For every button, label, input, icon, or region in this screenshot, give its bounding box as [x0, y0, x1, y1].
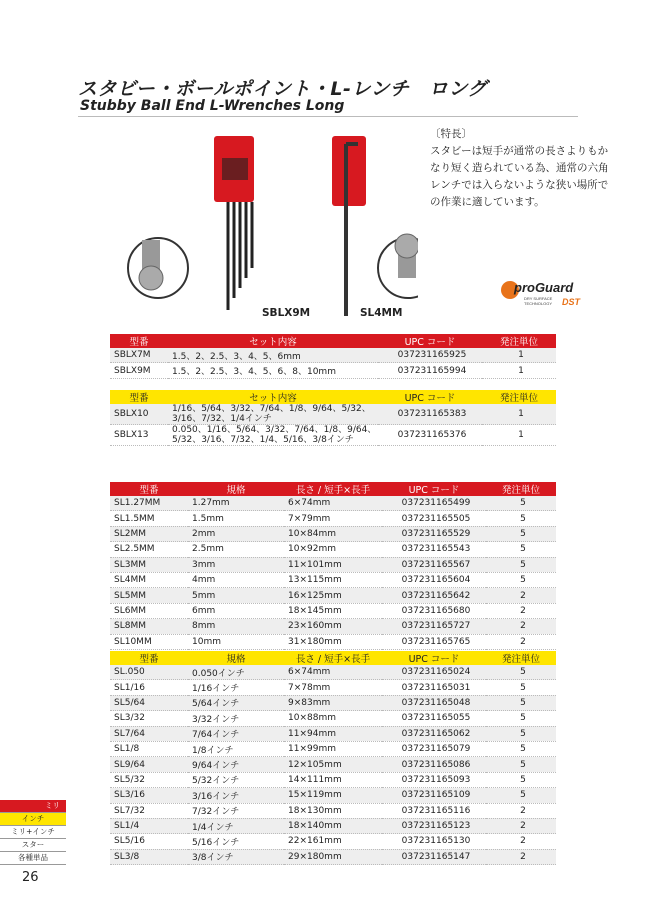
cell-model: SL1.5MM [110, 511, 188, 526]
table-row [110, 711, 556, 726]
cell-size: 1.5mm [188, 511, 284, 526]
cell-upc: 037231165079 [382, 741, 486, 756]
col-header-model: 型番 [110, 482, 188, 496]
col-header-size: 規格 [188, 651, 284, 665]
page-subtitle: Stubby Ball End L-Wrenches Long [80, 98, 345, 114]
cell-model: SL10MM [110, 634, 188, 649]
table-row [110, 542, 556, 557]
table-row [110, 603, 556, 618]
cell-unit: 5 [486, 557, 556, 572]
table-row [110, 849, 556, 864]
cell-contents-line2: 3/16、7/32、1/4インチ [172, 414, 272, 424]
cell-upc: 037231165147 [382, 849, 486, 864]
cell-length: 10×92mm [284, 542, 382, 557]
col-header-contents: セット内容 [168, 334, 378, 348]
table-row [110, 834, 556, 849]
cell-unit: 5 [486, 526, 556, 541]
cell-unit: 1 [482, 363, 556, 378]
cell-unit: 5 [486, 542, 556, 557]
cell-size: 1.27mm [188, 496, 284, 511]
cell-model: SL7/32 [110, 803, 188, 818]
col-header-length: 長さ / 短手×長手 [284, 482, 382, 496]
cell-upc: 037231165024 [382, 665, 486, 680]
cell-upc: 037231165048 [382, 695, 486, 710]
cell-unit: 2 [486, 849, 556, 864]
proguard-logo [500, 276, 592, 308]
col-header-unit: 発注単位 [486, 482, 556, 496]
col-header-upc: UPC コード [378, 334, 482, 348]
cell-upc: 037231165031 [382, 680, 486, 695]
cell-unit: 2 [486, 818, 556, 833]
cell-contents-line1: 1/16、5/64、3/32、7/64、1/8、9/64、5/32、 [172, 404, 371, 414]
cell-length: 31×180mm [284, 634, 382, 649]
cell-size: 3mm [188, 557, 284, 572]
category-metric-inch[interactable]: ミリ+インチ [0, 826, 66, 839]
cell-upc: 037231165086 [382, 757, 486, 772]
cell-model: SL6MM [110, 603, 188, 618]
page-title: スタビー・ボールポイント・L-レンチ ロング [78, 78, 487, 100]
table-row [110, 680, 556, 695]
cell-model: SBLX9M [110, 363, 168, 378]
table-row [110, 818, 556, 833]
cell-model: SBLX7M [110, 348, 168, 363]
cell-unit: 2 [486, 603, 556, 618]
set-table-metric [110, 334, 556, 379]
cell-model: SL2MM [110, 526, 188, 541]
cell-unit: 5 [486, 496, 556, 511]
cell-length: 10×84mm [284, 526, 382, 541]
cell-unit: 1 [482, 425, 556, 446]
cell-model: SL7/64 [110, 726, 188, 741]
cell-unit: 5 [486, 726, 556, 741]
cell-contents-line2: 5/32、3/16、7/32、1/4、5/16、3/8インチ [172, 435, 354, 445]
cell-model: SL5/16 [110, 834, 188, 849]
table-row [110, 557, 556, 572]
cell-length: 11×101mm [284, 557, 382, 572]
table-row [110, 348, 556, 363]
cell-length: 12×105mm [284, 757, 382, 772]
cell-unit: 2 [486, 619, 556, 634]
cell-upc: 037231165604 [382, 572, 486, 587]
col-header-upc: UPC コード [382, 651, 486, 665]
col-header-unit: 発注単位 [486, 651, 556, 665]
table-row [110, 619, 556, 634]
cell-upc: 037231165109 [382, 788, 486, 803]
cell-upc: 037231165123 [382, 818, 486, 833]
cell-upc: 037231165505 [382, 511, 486, 526]
cell-length: 18×140mm [284, 818, 382, 833]
col-header-upc: UPC コード [378, 390, 482, 404]
cell-model: SBLX10 [110, 404, 168, 425]
cell-model: SL5/32 [110, 772, 188, 787]
cell-unit: 5 [486, 680, 556, 695]
cell-upc: 037231165529 [382, 526, 486, 541]
cell-length: 16×125mm [284, 588, 382, 603]
cell-upc: 037231165130 [382, 834, 486, 849]
proguard-logo-sub1: DRY SURFACE [524, 296, 553, 301]
cell-length: 22×161mm [284, 834, 382, 849]
cell-unit: 5 [486, 788, 556, 803]
cell-model: SL.050 [110, 665, 188, 680]
cell-length: 29×180mm [284, 849, 382, 864]
cell-upc: 037231165567 [382, 557, 486, 572]
table-row [110, 757, 556, 772]
cell-upc: 037231165116 [382, 803, 486, 818]
cell-size: 6mm [188, 603, 284, 618]
cell-upc: 037231165383 [378, 404, 482, 425]
cell-unit: 5 [486, 741, 556, 756]
single-table-metric [110, 482, 556, 650]
cell-model: SL1/16 [110, 680, 188, 695]
cell-contents: 1.5、2、2.5、3、4、5、6mm [168, 348, 378, 363]
col-header-upc: UPC コード [382, 482, 486, 496]
cell-model: SL3/32 [110, 711, 188, 726]
table-row [110, 572, 556, 587]
cell-length: 18×145mm [284, 603, 382, 618]
cell-upc: 037231165765 [382, 634, 486, 649]
cell-size: 8mm [188, 619, 284, 634]
cell-size: 1/4インチ [188, 818, 284, 833]
table-row [110, 803, 556, 818]
cell-upc: 037231165925 [378, 348, 482, 363]
cell-model: SL5/64 [110, 695, 188, 710]
product-label-sblx9m: SBLX9M [262, 307, 311, 319]
category-single[interactable]: 各種単品 [0, 852, 66, 865]
cell-length: 10×88mm [284, 711, 382, 726]
cell-contents: 1.5、2、2.5、3、4、5、6、8、10mm [168, 363, 378, 378]
cell-size: 5/16インチ [188, 834, 284, 849]
cell-size: 3/32インチ [188, 711, 284, 726]
cell-model: SBLX13 [110, 425, 168, 446]
cell-length: 6×74mm [284, 665, 382, 680]
table-row [110, 588, 556, 603]
table-row [110, 772, 556, 787]
table-row [110, 634, 556, 649]
table-row [110, 363, 556, 378]
cell-unit: 5 [486, 695, 556, 710]
cell-upc: 037231165055 [382, 711, 486, 726]
cell-model: SL9/64 [110, 757, 188, 772]
table-row [110, 496, 556, 511]
product-label-sl4mm: SL4MM [360, 307, 403, 319]
table-row [110, 695, 556, 710]
cell-unit: 2 [486, 588, 556, 603]
cell-upc: 037231165499 [382, 496, 486, 511]
cell-unit: 1 [482, 404, 556, 425]
col-header-model: 型番 [110, 651, 188, 665]
table-row [110, 788, 556, 803]
col-header-model: 型番 [110, 334, 168, 348]
page-number: 26 [22, 870, 39, 885]
cell-length: 7×78mm [284, 680, 382, 695]
cell-upc: 037231165062 [382, 726, 486, 741]
col-header-size: 規格 [188, 482, 284, 496]
cell-size: 1/8インチ [188, 741, 284, 756]
table-row [110, 511, 556, 526]
cell-unit: 2 [486, 634, 556, 649]
cell-size: 9/64インチ [188, 757, 284, 772]
cell-upc: 037231165994 [378, 363, 482, 378]
cell-upc: 037231165680 [382, 603, 486, 618]
cell-length: 11×94mm [284, 726, 382, 741]
cell-model: SL1/4 [110, 818, 188, 833]
col-header-length: 長さ / 短手×長手 [284, 651, 382, 665]
cell-size: 5/64インチ [188, 695, 284, 710]
product-illustration [118, 128, 418, 328]
category-metric[interactable]: ミリ [0, 800, 66, 813]
category-inch[interactable]: インチ [0, 813, 66, 826]
cell-contents [168, 425, 378, 446]
proguard-logo-sub2: TECHNOLOGY [524, 301, 553, 306]
cell-size: 2.5mm [188, 542, 284, 557]
cell-length: 18×130mm [284, 803, 382, 818]
set-table-inch [110, 390, 556, 446]
table-row [110, 425, 556, 446]
cell-upc: 037231165642 [382, 588, 486, 603]
col-header-unit: 発注単位 [482, 334, 556, 348]
table-row [110, 404, 556, 425]
cell-length: 7×79mm [284, 511, 382, 526]
cell-size: 4mm [188, 572, 284, 587]
cell-length: 23×160mm [284, 619, 382, 634]
cell-length: 9×83mm [284, 695, 382, 710]
cell-model: SL1/8 [110, 741, 188, 756]
cell-model: SL3/8 [110, 849, 188, 864]
cell-size: 7/64インチ [188, 726, 284, 741]
cell-size: 7/32インチ [188, 803, 284, 818]
table-row [110, 726, 556, 741]
cell-size: 5/32インチ [188, 772, 284, 787]
col-header-model: 型番 [110, 390, 168, 404]
col-header-contents: セット内容 [168, 390, 378, 404]
cell-length: 11×99mm [284, 741, 382, 756]
cell-length: 14×111mm [284, 772, 382, 787]
cell-unit: 5 [486, 572, 556, 587]
cell-upc: 037231165727 [382, 619, 486, 634]
cell-unit: 5 [486, 772, 556, 787]
cell-model: SL2.5MM [110, 542, 188, 557]
cell-contents [168, 404, 378, 425]
cell-upc: 037231165376 [378, 425, 482, 446]
col-header-unit: 発注単位 [482, 390, 556, 404]
features-text: スタビーは短手が通常の長さよりもかなり短く造られている為、通常の六角レンチでは入らないような狭い場所での作業に適しています。 [430, 145, 609, 208]
table-row [110, 741, 556, 756]
category-index [0, 800, 66, 865]
cell-upc: 037231165093 [382, 772, 486, 787]
cell-length: 13×115mm [284, 572, 382, 587]
proguard-logo-dst: DST [562, 297, 580, 307]
title-divider [78, 116, 578, 117]
proguard-logo-text: proGuard [514, 280, 574, 295]
cell-unit: 1 [482, 348, 556, 363]
cell-model: SL1.27MM [110, 496, 188, 511]
cell-unit: 2 [486, 834, 556, 849]
cell-length: 6×74mm [284, 496, 382, 511]
cell-size: 0.050インチ [188, 665, 284, 680]
cell-model: SL4MM [110, 572, 188, 587]
cell-size: 1/16インチ [188, 680, 284, 695]
cell-size: 5mm [188, 588, 284, 603]
cell-size: 2mm [188, 526, 284, 541]
cell-unit: 5 [486, 711, 556, 726]
single-table-inch [110, 651, 556, 865]
cell-unit: 2 [486, 803, 556, 818]
features-block [430, 126, 610, 211]
cell-unit: 5 [486, 665, 556, 680]
table-row [110, 665, 556, 680]
cell-model: SL3/16 [110, 788, 188, 803]
features-heading: 〔特長〕 [430, 128, 472, 140]
cell-contents-line1: 0.050、1/16、5/64、3/32、7/64、1/8、9/64、 [172, 425, 377, 435]
cell-unit: 5 [486, 757, 556, 772]
cell-model: SL3MM [110, 557, 188, 572]
cell-size: 3/16インチ [188, 788, 284, 803]
cell-length: 15×119mm [284, 788, 382, 803]
cell-upc: 037231165543 [382, 542, 486, 557]
cell-size: 3/8インチ [188, 849, 284, 864]
table-row [110, 526, 556, 541]
cell-model: SL8MM [110, 619, 188, 634]
category-star[interactable]: スター [0, 839, 66, 852]
cell-model: SL5MM [110, 588, 188, 603]
cell-unit: 5 [486, 511, 556, 526]
cell-size: 10mm [188, 634, 284, 649]
